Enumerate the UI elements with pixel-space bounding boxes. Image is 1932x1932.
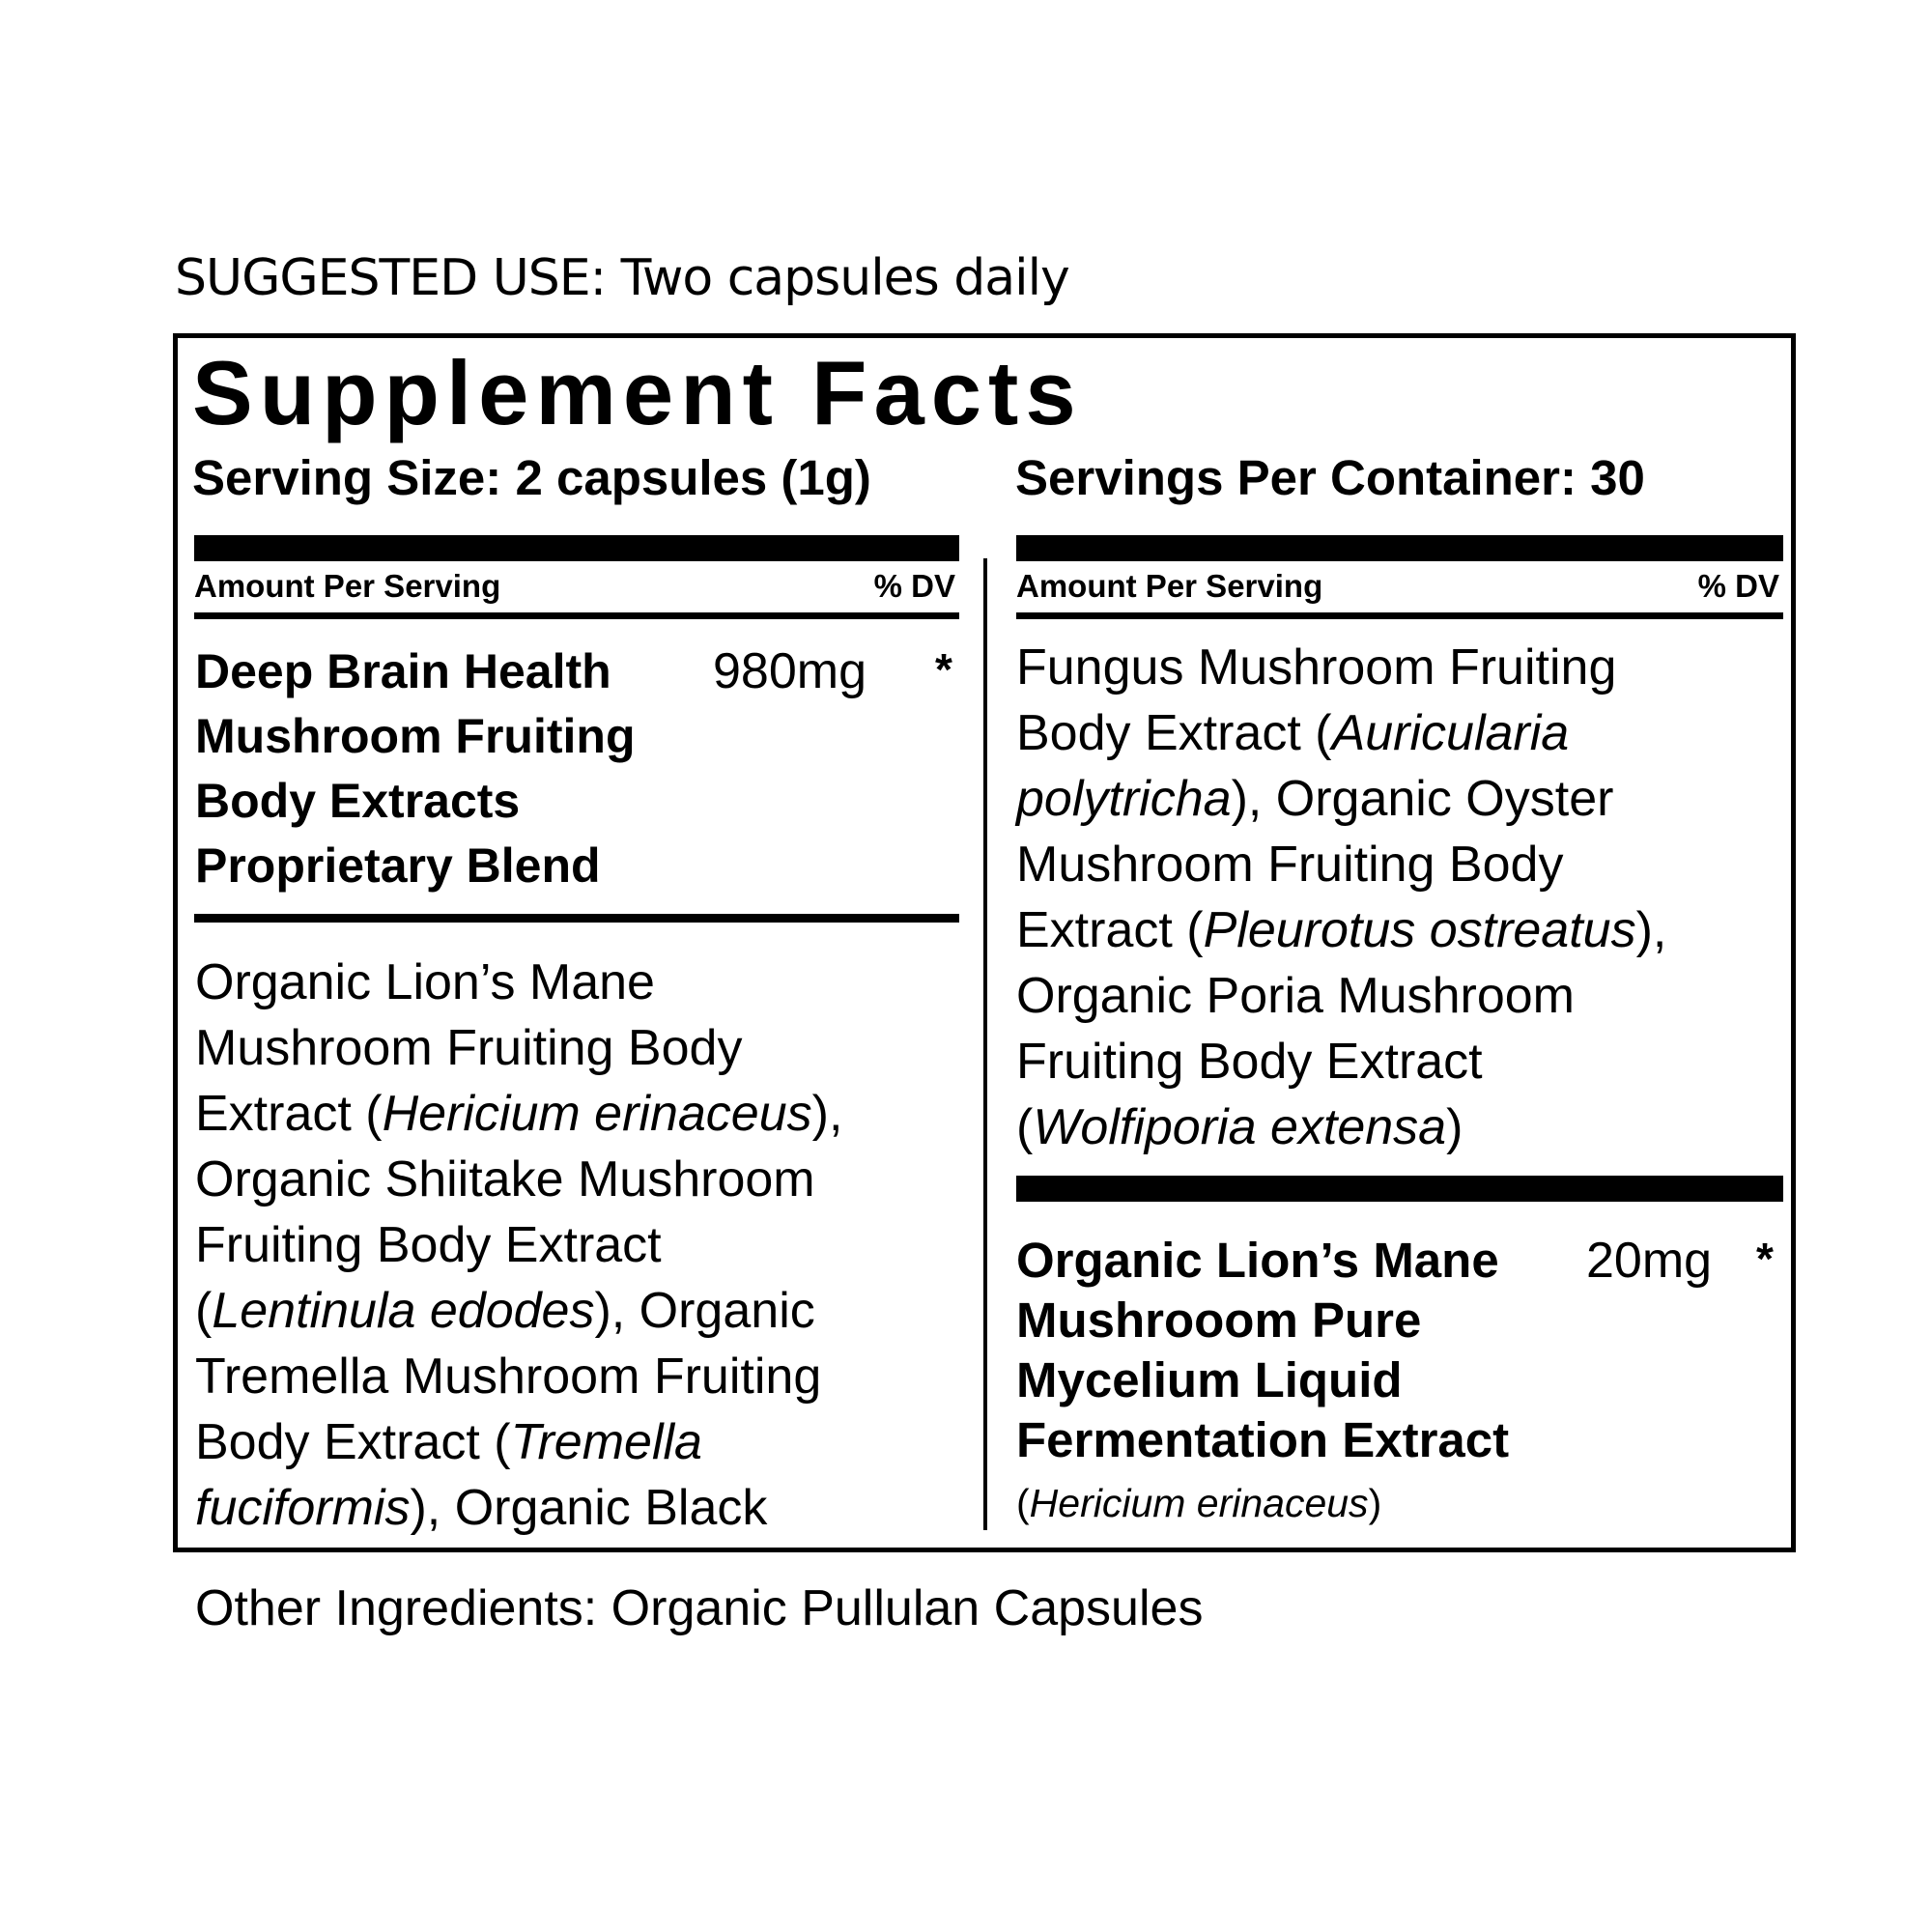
serving-size: Serving Size: 2 capsules (1g) (192, 450, 871, 505)
ingredient-line: Body Extract (Tremella (195, 1414, 702, 1470)
lions-mane-amount: 20mg (1586, 1233, 1713, 1289)
blend-ingredients-left (195, 950, 842, 1541)
lions-mane-dv: * (1756, 1234, 1774, 1284)
amount-per-serving-header-right: Amount Per Serving (1016, 568, 1323, 604)
latin-name: Hericium erinaceus (1029, 1481, 1369, 1525)
ingredient-line: Extract (Pleurotus ostreatus), (1016, 902, 1667, 958)
servings-per-container: Servings Per Container: 30 (1015, 450, 1645, 505)
latin-name: Lentinula edodes (212, 1283, 595, 1339)
dv-header-right: % DV (1697, 568, 1779, 604)
ingredient-line: Mushroom Fruiting Body (1016, 837, 1564, 893)
lions-mane-name (1016, 1231, 1509, 1470)
blend-divider (194, 914, 959, 923)
blend-dv: * (935, 644, 952, 695)
blend-name (195, 639, 697, 898)
ingredient-line: (Wolfiporia extensa) (1016, 1099, 1463, 1155)
blend-amount: 980mg (713, 643, 867, 699)
latin-name: Wolfiporia extensa (1033, 1099, 1447, 1155)
ingredient-line: fuciformis), Organic Black (195, 1480, 768, 1536)
latin-name: polytricha (1016, 771, 1232, 827)
lions-mane-divider (1016, 1176, 1783, 1202)
dv-header-left: % DV (873, 568, 955, 604)
lions-mane-name-line: Fermentation Extract (1016, 1412, 1510, 1467)
blend-name-line: Deep Brain Health (195, 644, 611, 698)
suggested-use-text: SUGGESTED USE: Two capsules daily (175, 249, 1069, 307)
latin-name: fuciformis (195, 1480, 411, 1536)
ingredient-line: Fungus Mushroom Fruiting (1016, 639, 1617, 696)
ingredient-line: Organic Shiitake Mushroom (195, 1151, 815, 1208)
other-ingredients: Other Ingredients: Organic Pullulan Capsules (195, 1580, 1204, 1636)
header-rule-left (194, 612, 959, 619)
ingredient-line: Extract (Hericium erinaceus), (195, 1086, 843, 1142)
ingredient-line: Organic Lion’s Mane (195, 954, 655, 1010)
blend-ingredients-right (1016, 635, 1666, 1160)
thick-divider-left (194, 535, 959, 561)
latin-name: Tremella (510, 1414, 702, 1470)
ingredient-line: Tremella Mushroom Fruiting (195, 1349, 822, 1405)
latin-name: Hericium erinaceus (382, 1086, 812, 1142)
lions-mane-name-line: Organic Lion’s Mane (1016, 1233, 1499, 1288)
blend-name-line: Proprietary Blend (195, 838, 601, 893)
ingredient-line: Fruiting Body Extract (195, 1217, 662, 1273)
lions-mane-name-line: Mushrooom Pure (1016, 1293, 1422, 1348)
panel-title: Supplement Facts (192, 342, 1083, 443)
amount-per-serving-header-left: Amount Per Serving (194, 568, 501, 604)
ingredient-line: Mushroom Fruiting Body (195, 1020, 743, 1076)
lions-mane-latin: (Hericium erinaceus) (1016, 1481, 1382, 1525)
blend-name-line: Body Extracts (195, 774, 521, 828)
latin-name: Auricularia (1331, 705, 1570, 761)
lions-mane-name-line: Mycelium Liquid (1016, 1352, 1403, 1407)
ingredient-line: (Lentinula edodes), Organic (195, 1283, 815, 1339)
latin-name: Pleurotus ostreatus (1203, 902, 1636, 958)
ingredient-line: Fruiting Body Extract (1016, 1034, 1483, 1090)
blend-name-line: Mushroom Fruiting (195, 709, 636, 763)
ingredient-line: polytricha), Organic Oyster (1016, 771, 1614, 827)
ingredient-line: Organic Poria Mushroom (1016, 968, 1575, 1024)
column-divider (983, 558, 987, 1530)
header-rule-right (1016, 612, 1783, 619)
ingredient-line: Body Extract (Auricularia (1016, 705, 1570, 761)
thick-divider-right (1016, 535, 1783, 561)
